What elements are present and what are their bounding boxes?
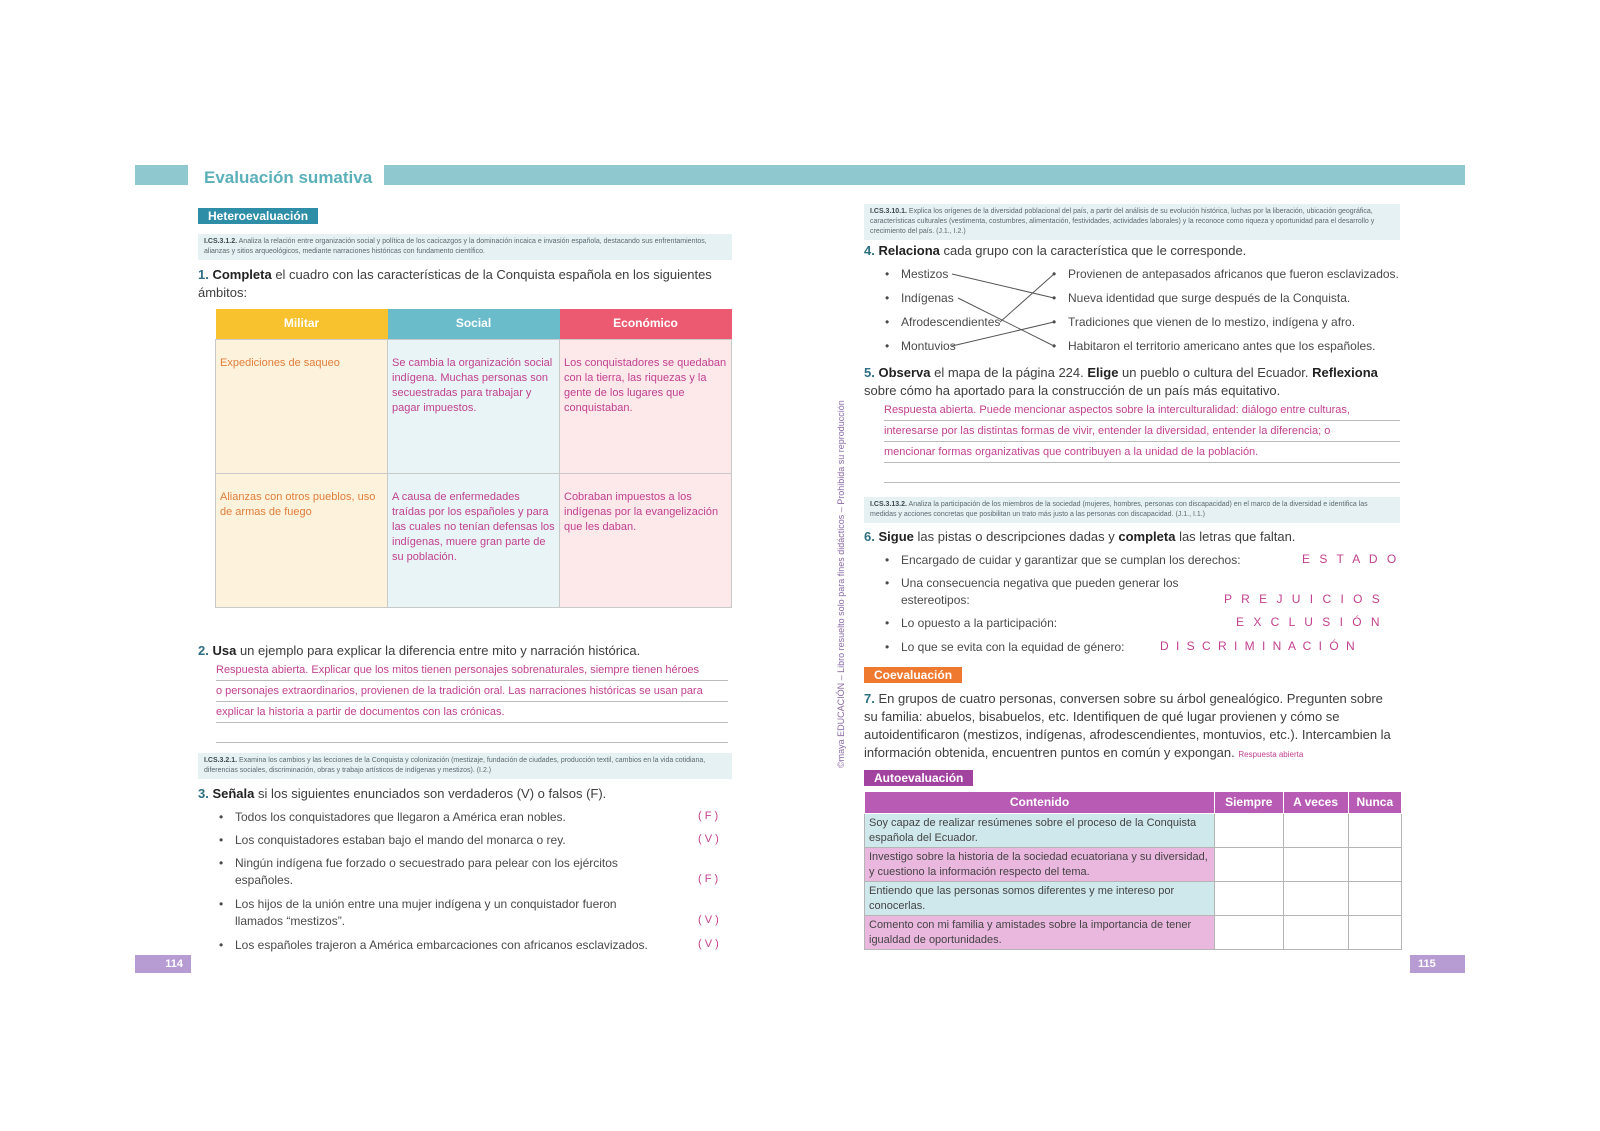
tf-item: • Ningún indígena fue forzado o secuestrado para pelear con los ejércitos españoles. (235, 855, 655, 889)
word-answer: E X C L U S I Ó N (1236, 615, 1383, 629)
std-code: I.CS.3.2.1. (204, 757, 238, 764)
col-contenido: Contenido (865, 792, 1215, 814)
autoevaluation-label: Autoevaluación (864, 770, 973, 786)
standard-4 (864, 497, 1400, 523)
clue-item: • Lo opuesto a la participación: (901, 615, 1201, 632)
q-text: si los siguientes enunciados son verdaderos (V) o falsos (F). (254, 786, 607, 801)
q-verb: Elige (1087, 365, 1119, 380)
word-answer: P R E J U I C I O S (1224, 592, 1383, 606)
q-num: 3. (198, 786, 209, 801)
tf-answer: ( F ) (698, 873, 719, 885)
check-cell[interactable] (1348, 882, 1401, 916)
q-verb: Sigue (878, 529, 914, 544)
std-text: Analiza la relación entre organización social y política de los cacicazgos y la dominación incaica e invasión española, destacando sus enfrentamientos, alianzas y sitios arqueológicos, mediante narraciones históricas con fundamento científico. (204, 238, 707, 255)
q-verb: Usa (212, 643, 237, 658)
std-text: Explica los orígenes de la diversidad poblacional del país, a partir del análisis de su evolución histórica, luchas por la liberación, ubicación geográfica, características culturales (vestimenta, costumbres, alimentación, festividades, actividades laborales) y la reconoce como riqueza y oportunidad para el desarrollo y crecimiento del país. (J.1., I.2.) (870, 208, 1375, 235)
standard-3 (864, 204, 1400, 240)
check-cell[interactable] (1215, 882, 1284, 916)
answer-line: interesarse por las distintas formas de vivir, entender la diversidad, entender la diferencia; o (884, 421, 1400, 442)
check-cell[interactable] (1215, 916, 1284, 950)
question-6 (864, 528, 1400, 546)
group-item: • Indígenas (901, 290, 954, 307)
col-militar: Militar (216, 309, 388, 339)
group-item: • Afrodescendientes (901, 314, 1000, 331)
question-7 (864, 690, 1400, 764)
standard-2 (198, 753, 732, 779)
answer-line: mencionar formas organizativas que contribuyen a la unidad de la población. (884, 442, 1400, 463)
check-cell[interactable] (1348, 848, 1401, 882)
check-cell[interactable] (1283, 916, 1348, 950)
check-cell[interactable] (1215, 814, 1284, 848)
col-a-veces: A veces (1283, 792, 1348, 814)
criterion: Investigo sobre la historia de la sociedad ecuatoriana y su diversidad, y cuestiono la información respecto del tema. (865, 848, 1215, 882)
q-verb: Completa (212, 267, 272, 282)
question-5 (864, 364, 1400, 400)
self-evaluation-table (864, 791, 1402, 950)
check-cell[interactable] (1283, 882, 1348, 916)
blank-line (216, 723, 728, 743)
clue-item: • Una consecuencia negativa que pueden generar los estereotipos: (901, 575, 1201, 609)
criterion: Comento con mi familia y amistades sobre la importancia de tener igualdad de oportunidades. (865, 916, 1215, 950)
std-code: I.CS.3.1.2. (204, 238, 238, 245)
check-cell[interactable] (1348, 916, 1401, 950)
question-4 (864, 242, 1394, 260)
conquest-table (215, 309, 732, 608)
page-number-right: 115 (1410, 955, 1465, 973)
q-text: En grupos de cuatro personas, conversen sobre su árbol genealógico. Pregunten sobre su familia: abuelos, bisabuelos, etc. Identifiquen de qué lugar provienen y cómo se autoidentificaron (mestizos, indígenas, afrodescendientes, montuvios, etc.). Intercambien la información obtenida, encuentren puntos en común y expongan. (864, 691, 1391, 760)
question-3 (198, 785, 728, 803)
q-verb: Observa (878, 365, 931, 380)
coevaluation-label: Coevaluación (864, 667, 962, 683)
col-nunca: Nunca (1348, 792, 1401, 814)
word-answer: E S T A D O (1302, 552, 1400, 566)
blank-line (884, 463, 1400, 483)
tf-item: • Todos los conquistadores que llegaron a América eran nobles. (235, 809, 655, 826)
col-economico: Económico (560, 309, 732, 339)
answer-2 (216, 660, 728, 743)
q-text: cada grupo con la característica que le corresponde. (939, 243, 1247, 258)
standard-1 (198, 234, 732, 260)
q-num: 7. (864, 691, 875, 706)
std-code: I.CS.3.10.1. (870, 208, 907, 215)
cell: A causa de enfermedades traídas por los españoles y para las cuales no tenían defensas los indígenas, muere gran parte de su población. (388, 473, 560, 607)
trait-item: • Tradiciones que vienen de lo mestizo, indígena y afro. (1068, 314, 1355, 331)
check-cell[interactable] (1348, 814, 1401, 848)
q-num: 4. (864, 243, 875, 258)
cell: Alianzas con otros pueblos, uso de armas de fuego (216, 473, 388, 607)
cell: Los conquistadores se quedaban con la tierra, las riquezas y la gente de los lugares que conquistaban. (560, 339, 732, 473)
q-verb: Señala (212, 786, 255, 801)
q-text: el mapa de la página 224. (930, 365, 1088, 380)
question-2 (198, 642, 728, 660)
col-social: Social (388, 309, 560, 339)
q-text: el cuadro con las características de la Conquista española en los siguientes ámbitos: (198, 267, 712, 300)
q-verb: Reflexiona (1312, 365, 1378, 380)
answer-line: Respuesta abierta. Puede mencionar aspectos sobre la interculturalidad: diálogo entre culturas, (884, 400, 1400, 421)
tf-item: • Los españoles trajeron a América embarcaciones con africanos esclavizados. (235, 937, 675, 954)
question-1 (198, 266, 728, 302)
copyright-vertical: ©maya EDUCACIÓN – Libro resuelto solo para fines didácticos – Prohibida su reproducción (836, 400, 846, 768)
tf-item: • Los hijos de la unión entre una mujer indígena y un conquistador fueron llamados “mestizos”. (235, 896, 655, 930)
check-cell[interactable] (1283, 848, 1348, 882)
q-num: 6. (864, 529, 875, 544)
q-text: las pistas o descripciones dadas y (913, 529, 1119, 544)
q-note: Respuesta abierta (1238, 750, 1304, 759)
trait-item: • Provienen de antepasados africanos que fueron esclavizados. (1068, 266, 1399, 283)
q-text: sobre cómo ha aportado para la construcción de un país más equitativo. (864, 383, 1281, 398)
page-title: Evaluación sumativa (188, 162, 384, 192)
q-num: 5. (864, 365, 875, 380)
answer-5 (884, 400, 1400, 483)
group-item: • Mestizos (901, 266, 948, 283)
clue-item: • Lo que se evita con la equidad de género: (901, 639, 1161, 656)
cell: Se cambia la organización social indígena. Muchas personas son secuestradas para trabajar y pagar impuestos. (388, 339, 560, 473)
criterion: Soy capaz de realizar resúmenes sobre el proceso de la Conquista española del Ecuador. (865, 814, 1215, 848)
q-text: las letras que faltan. (1175, 529, 1296, 544)
std-text: Examina los cambios y las lecciones de la Conquista y colonización (mestizaje, fundación de ciudades, producción textil, cambios en la vida cotidiana, diferencias sociales, discriminación, obras y trabajo artísticos de indígenas y mestizos). (I.2.) (204, 757, 706, 774)
q-verb: completa (1118, 529, 1176, 544)
q-num: 2. (198, 643, 209, 658)
tf-answer: ( V ) (698, 914, 719, 926)
tf-answer: ( F ) (698, 810, 719, 822)
q-text: un ejemplo para explicar la diferencia entre mito y narración histórica. (236, 643, 641, 658)
page-number-left: 114 (135, 955, 191, 973)
check-cell[interactable] (1283, 814, 1348, 848)
trait-item: • Nueva identidad que surge después de la Conquista. (1068, 290, 1350, 307)
check-cell[interactable] (1215, 848, 1284, 882)
tf-answer: ( V ) (698, 938, 719, 950)
cell: Expediciones de saqueo (216, 339, 388, 473)
tf-answer: ( V ) (698, 833, 719, 845)
criterion: Entiendo que las personas somos diferentes y me intereso por conocerlas. (865, 882, 1215, 916)
clue-item: • Encargado de cuidar y garantizar que se cumplan los derechos: (901, 552, 1271, 569)
cell: Cobraban impuestos a los indígenas por la evangelización que les daban. (560, 473, 732, 607)
word-answer: D I S C R I M I N A C I Ó N (1160, 639, 1357, 653)
q-num: 1. (198, 267, 209, 282)
std-text: Analiza la participación de los miembros de la sociedad (mujeres, hombres, personas con discapacidad) en el marco de la diversidad e identifica las medidas y acciones concretas que posibilitan un trato más justo a las personas con discapacidad. (J.1., I.1.) (870, 501, 1368, 518)
hetero-label: Heteroevaluación (198, 208, 318, 224)
matching-lines (950, 270, 1060, 350)
col-siempre: Siempre (1215, 792, 1284, 814)
group-item: • Montuvios (901, 338, 956, 355)
answer-line: Respuesta abierta. Explicar que los mitos tienen personajes sobrenaturales, siempre tienen héroes (216, 660, 728, 681)
tf-item: • Los conquistadores estaban bajo el mando del monarca o rey. (235, 832, 655, 849)
q-text: un pueblo o cultura del Ecuador. (1118, 365, 1313, 380)
answer-line: o personajes extraordinarios, provienen de la tradición oral. Las narraciones históricas se usan para (216, 681, 728, 702)
answer-line: explicar la historia a partir de documentos con las crónicas. (216, 702, 728, 723)
trait-item: • Habitaron el territorio americano antes que los españoles. (1068, 338, 1376, 355)
q-verb: Relaciona (878, 243, 940, 258)
std-code: I.CS.3.13.2. (870, 501, 907, 508)
